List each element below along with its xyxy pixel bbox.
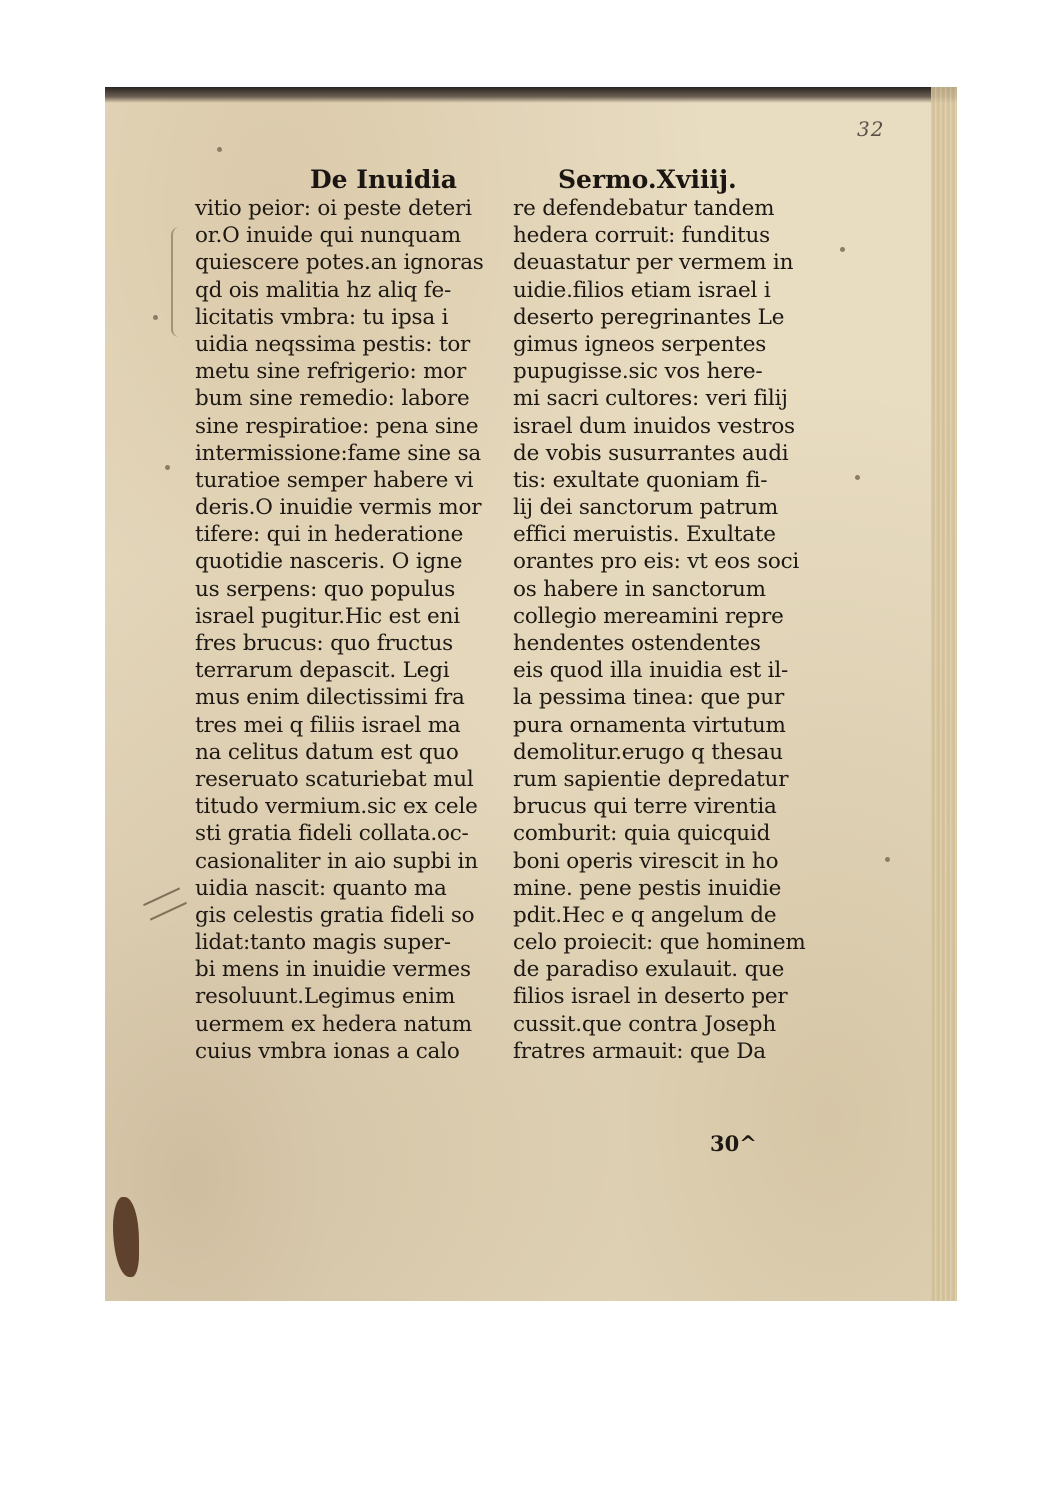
margin-dot <box>855 475 860 480</box>
text-line: fres brucus: quo fructus <box>195 631 453 656</box>
text-line: tis: exultate quoniam fi- <box>513 467 768 493</box>
text-line: deris.O inuidie vermis mor <box>195 495 482 521</box>
page-edge <box>931 87 957 1301</box>
text-line: mi sacri cultores: veri filij <box>513 386 788 412</box>
text-line: mine. pene pestis inuidie <box>513 875 782 901</box>
text-line: comburit: quia quicquid <box>513 821 771 847</box>
text-line: cussit.que contra Joseph <box>513 1011 777 1037</box>
text-line: deserto peregrinantes Le <box>513 304 785 330</box>
text-line: na celitus datum est quo <box>195 739 459 765</box>
text-line: bi mens in inuidie vermes <box>195 957 471 983</box>
text-line: titudo vermium.sic ex cele <box>195 794 478 820</box>
text-line: licitatis vmbra: tu ipsa i <box>195 304 449 330</box>
text-line: uidia neqssima pestis: tor <box>195 331 471 357</box>
text-column-left <box>195 195 495 1065</box>
text-line: sti gratia fideli collata.oc- <box>195 821 469 847</box>
text-line: uermem ex hedera natum <box>195 1011 472 1037</box>
margin-slash-mark <box>143 887 187 920</box>
text-line: celo proiecit: que hominem <box>513 930 806 956</box>
text-line: la pessima tinea: que pur <box>513 685 785 711</box>
text-line: eis quod illa inuidia est il- <box>513 658 789 684</box>
text-line: lij dei sanctorum patrum <box>513 495 779 521</box>
text-line: sine respiratioe: pena sine <box>195 413 479 439</box>
text-line: hedera corruit: funditus <box>513 223 770 249</box>
text-line: israel pugitur.Hic est eni <box>195 603 460 629</box>
ink-stain <box>113 1197 139 1277</box>
text-line: resoluunt.Legimus enim <box>195 984 456 1010</box>
margin-dot <box>217 147 222 152</box>
text-line: reseruato scaturiebat mul <box>195 766 474 792</box>
text-line: boni operis virescit in ho <box>513 848 779 874</box>
text-line: turatioe semper habere vi <box>195 467 474 493</box>
text-line: effici meruistis. Exultate <box>513 522 776 548</box>
text-line: lidat:tanto magis super- <box>195 930 451 956</box>
text-line: quiescere potes.an ignoras <box>195 250 484 276</box>
text-line: tifere: qui in hederatione <box>195 522 464 548</box>
text-line: gis celestis gratia fideli so <box>195 902 475 928</box>
page-scan <box>105 87 957 1301</box>
margin-dot <box>885 857 890 862</box>
text-line: filios israel in deserto per <box>513 984 788 1010</box>
text-line: pdit.Hec e q angelum de <box>513 902 777 928</box>
text-line: brucus qui terre virentia <box>513 794 777 820</box>
text-line: intermissione:fame sine sa <box>195 440 482 466</box>
margin-bracket-mark <box>171 227 185 337</box>
text-line: fratres armauit: que Da <box>513 1038 766 1064</box>
text-line: israel dum inuidos vestros <box>513 413 795 439</box>
text-line: casionaliter in aio supbi in <box>195 848 478 874</box>
text-line: gimus igneos serpentes <box>513 331 767 357</box>
text-line: quotidie nasceris. O igne <box>195 549 463 575</box>
margin-dot <box>153 315 158 320</box>
text-line: re defendebatur tandem <box>513 196 775 221</box>
text-line: tres mei q filiis israel ma <box>195 712 461 738</box>
text-line: deuastatur per vermem in <box>513 250 794 276</box>
text-line: rum sapientie depredatur <box>513 766 789 792</box>
running-header-right: Sermo.Xviiij. <box>558 165 737 194</box>
margin-dot <box>840 247 845 252</box>
text-line: collegio mereamini repre <box>513 603 784 629</box>
catchword: 30^ <box>710 1131 757 1156</box>
text-column-right <box>513 195 813 1065</box>
text-line: de paradiso exulauit. que <box>513 957 785 983</box>
text-line: uidia nascit: quanto ma <box>195 875 447 901</box>
text-line: or.O inuide qui nunquam <box>195 223 461 249</box>
text-line: demolitur.erugo q thesau <box>513 739 783 765</box>
text-line: us serpens: quo populus <box>195 576 456 602</box>
text-line: qd ois malitia hz aliq fe- <box>195 277 452 303</box>
margin-dot <box>165 465 170 470</box>
text-line: mus enim dilectissimi fra <box>195 685 465 711</box>
text-line: uidie.filios etiam israel i <box>513 277 771 303</box>
text-line: pura ornamenta virtutum <box>513 712 786 738</box>
scan-shadow-band <box>105 87 957 103</box>
text-line: hendentes ostendentes <box>513 631 761 656</box>
text-line: orantes pro eis: vt eos soci <box>513 549 800 575</box>
running-header-left: De Inuidia <box>310 165 458 194</box>
text-line: cuius vmbra ionas a calo <box>195 1038 460 1064</box>
text-line: vitio peior: oi peste deteri <box>195 196 472 221</box>
text-line: terrarum depascit. Legi <box>195 658 450 684</box>
text-line: bum sine remedio: labore <box>195 386 470 412</box>
text-line: metu sine refrigerio: mor <box>195 359 467 385</box>
text-line: os habere in sanctorum <box>513 576 766 602</box>
folio-number: 32 <box>857 117 885 141</box>
text-line: pupugisse.sic vos here- <box>513 359 763 385</box>
text-line: de vobis susurrantes audi <box>513 440 789 466</box>
